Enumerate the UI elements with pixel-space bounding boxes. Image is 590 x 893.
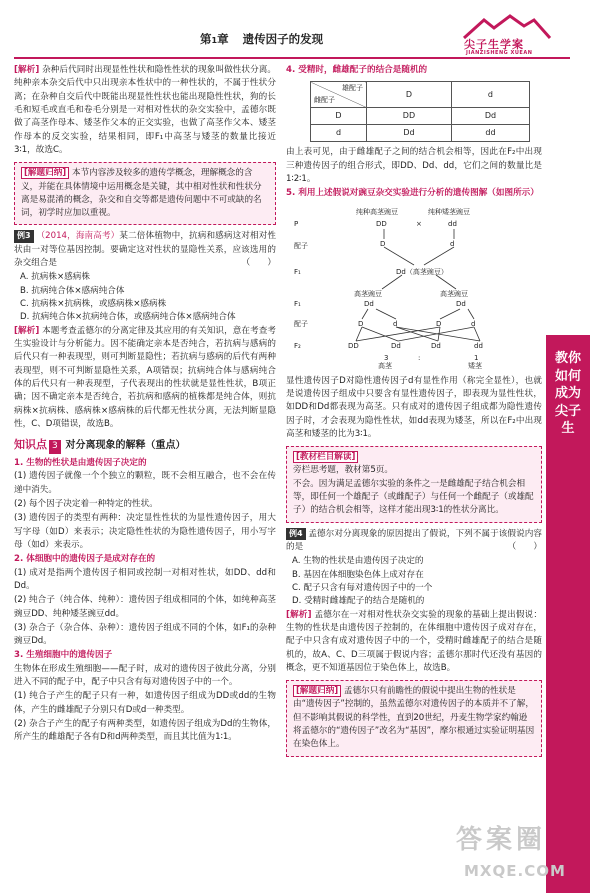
f2-genotype: Dd xyxy=(431,341,441,350)
gamete-label: 配子 xyxy=(294,241,308,250)
ex3-options xyxy=(14,271,276,324)
gamete-1: D xyxy=(380,239,386,248)
watermark-logo: 答案圈 xyxy=(456,825,547,855)
ex4-option-a: A. 生物的性状是由遗传因子决定的 xyxy=(292,556,424,567)
ex4-options xyxy=(286,555,542,608)
punnett-header: D xyxy=(367,82,452,108)
short-label: 矮茎 xyxy=(468,361,482,370)
header-divider xyxy=(14,57,570,59)
ex3-option-d: D. 抗病纯合体×抗病纯合体，或感病纯合体×感病纯合体 xyxy=(20,312,236,323)
watermark xyxy=(456,820,582,886)
f1-cross-label: F₁ xyxy=(294,299,301,308)
section-1-title: 1. 生物的性状是由遗传因子决定的 xyxy=(14,458,147,469)
gamete-f1: d xyxy=(393,319,398,328)
analysis-2: [解析] 本题考查孟德尔的分离定律及其应用的有关知识，意在考查考生实验设计与分析能力。因不能确定亲本是否纯合，若抗病与感病的后代只有一种表现型，则可判断显隐性；若抗病与感病的后代有两种表现型，则不可判断显隐性关系，A项错误；抗病纯合体与感病纯合体的后代只有一种表现型，子代表现出的性状就是显性性状，B项正确；因不确定亲本是否纯合，若抗病和感病的植株都是纯合体，则抗病株×抗病株、感病株×感病株的后代都无性状分离，无法判断显隐性，C、D项错误，故选B。 xyxy=(14,325,276,429)
page-header xyxy=(0,0,590,58)
analysis-3: [解析] 孟德尔在一对相对性状杂交实验的现象的基础上提出假说：生物的性状是由遗传因子控制的，在体细胞中遗传因子成对存在，配子中只含有成对遗传因子中的一个，受精时雌雄配子的结合是随机的，故A、C、D三项属于假说内容；孟德尔那时代还没有基因的概念，更不知道基因位于染色体上，故选B。 xyxy=(286,609,543,673)
textbook-box: [教材栏目解读] 旁栏思考题，教材第5页。 不会。因为满足孟德尔实验的条件之一是雌雄配子结合机会相等，即任何一个雄配子（或雌配子）与任何一个雌配子（或雄配子）的结合机会相等，这样才能出现3∶1的性状分离比。 xyxy=(286,446,542,523)
gamete-2: d xyxy=(450,239,455,248)
section-5-text: 显性遗传因子D对隐性遗传因子d有显性作用（称完全显性），也就是说遗传因子组成中只要含有显性遗传因子，即表现为显性性状，如DD和Dd都表现为高茎。只有成对的遗传因子组成都为隐性遗传因子时，才会表现为隐性性状，如dd表现为矮茎，所以在F₂中出现高茎和矮茎的比为3∶1。 xyxy=(286,375,542,439)
side-band-text: 教你如何成为尖子生 xyxy=(554,351,581,437)
ratio-colon: : xyxy=(418,353,421,362)
f2-genotype: dd xyxy=(474,341,483,350)
brand-logo xyxy=(452,14,562,58)
chapter-title: 第1章 遗传因子的发现 xyxy=(200,32,324,46)
punnett-cell: Dd xyxy=(451,108,529,125)
textbook-sub: 旁栏思考题，教材第5页。 xyxy=(293,465,393,476)
ratio-1: 1 xyxy=(474,353,479,362)
section-3-line: 生物体在形成生殖细胞——配子时，成对的遗传因子彼此分离，分别进入不同的配子中，配子中只含有每对遗传因子中的一个。 xyxy=(14,663,276,688)
f2-genotype: Dd xyxy=(391,341,401,350)
ex3-option-b: B. 抗病纯合体×感病纯合体 xyxy=(20,285,125,296)
punnett-cell: D xyxy=(311,108,367,125)
ex3-option-c: C. 抗病株×抗病株，或感病株×感病株 xyxy=(20,299,167,309)
section-5-title: 5. 利用上述假说对豌豆杂交实验进行分析的遗传图解（如图所示） xyxy=(286,188,539,199)
p2-label: 纯种矮茎豌豆 xyxy=(428,207,470,216)
ex3-option-a: A. 抗病株×感病株 xyxy=(20,272,90,283)
f2-label: F₂ xyxy=(294,341,301,350)
section-2-title: 2. 体细胞中的遗传因子是成对存在的 xyxy=(14,554,156,565)
section-1-line: (2) 每个因子决定着一种特定的性状。 xyxy=(14,499,158,509)
brand-sub: JIANZISHENG XUEAN xyxy=(466,50,533,56)
punnett-cell: Dd xyxy=(367,125,452,142)
watermark-url: MXQE.COM xyxy=(464,862,566,880)
analysis-1: [解析] 杂种后代同时出现显性性状和隐性性状的现象叫做性状分离。纯种亲本杂交后代中只出现亲本性状中的一种性状的，不属于性状分离；在杂种自交后代中既能出现显性性状也能出现隐性性状，狗的长毛和短毛或直毛和卷毛分别是一对相对性状的杂交实验中，孟德尔既做了高茎作母本、矮茎作父本的正交实验，也做了高茎作父本、矮茎作母本的反交实验，结果相同，即F₁中高茎与矮茎的数量比接近3∶1，故选C。 xyxy=(14,65,276,155)
punnett-cell: dd xyxy=(451,125,529,142)
p-label: P xyxy=(294,219,299,228)
section-4-text: 由上表可见，由于雌雄配子之间的结合机会相等，因此在F₂中出现三种遗传因子的组合形式，即DD、Dd、dd，它们之间的数量比是1∶2∶1。 xyxy=(286,147,542,184)
left-column xyxy=(14,64,276,746)
punnett-cell: d xyxy=(311,125,367,142)
section-3-line: (1) 纯合子产生的配子只有一种，如遗传因子组成为DD或dd的生物体，产生的雌雄配子分别只有D或d一种类型。 xyxy=(14,691,276,715)
gamete-f1: d xyxy=(471,319,476,328)
right-column xyxy=(286,64,542,762)
brand-name: 尖子生学案 xyxy=(464,38,524,51)
f1-plant-2: 高茎豌豆 xyxy=(440,289,468,298)
section-2-line: (3) 杂合子（杂合体、杂种）：遗传因子组成不同的个体，如F₁的杂种豌豆Dd。 xyxy=(14,622,276,647)
gamete-label-2: 配子 xyxy=(294,319,308,328)
knowledge-point-heading: 知识点 3 对分离现象的解释（重点） xyxy=(14,436,276,454)
f1-plant-1: 高茎豌豆 xyxy=(354,289,382,298)
section-1-line: (3) 遗传因子的类型有两种：决定显性性状的为显性遗传因子，用大写字母（如D）来表示；决定隐性性状的为隐性遗传因子，用小写字母（如d）来表示。 xyxy=(14,513,276,550)
section-4-title: 4. 受精时，雌雄配子的结合是随机的 xyxy=(286,65,428,75)
example-3: 例3 （2014，海南高考）某二倍体植物中，抗病和感病这对相对性状由一对等位基因控制。要确定这对性状的显隐性关系，应该选用的杂交组合是 （ ） xyxy=(14,231,276,269)
section-3-line: (2) 杂合子产生的配子有两种类型，如遗传因子组成为Dd的生物体，所产生的雌雄配子各有D和d两种类型，而且其比值为1∶1。 xyxy=(14,719,276,743)
ratio-3: 3 xyxy=(384,353,389,362)
cross-symbol: × xyxy=(416,219,422,228)
p1-label: 纯种高茎豌豆 xyxy=(356,207,398,216)
genetic-diagram xyxy=(292,205,532,365)
f2-genotype: DD xyxy=(348,341,359,350)
example-4: 例4 孟德尔对分离现象的原因提出了假说，下列不属于该假说内容的是 （ ） xyxy=(286,528,542,552)
punnett-corner: 雄配子 雌配子 xyxy=(311,82,367,108)
f1-cross-1: Dd xyxy=(364,299,374,308)
p1-genotype: DD xyxy=(376,219,387,228)
f1-label: F₁ xyxy=(294,267,301,276)
diagram-lines xyxy=(292,205,532,365)
ex4-option-b: B. 基因在体细胞染色体上成对存在 xyxy=(292,569,424,580)
punnett-header: d xyxy=(451,82,529,108)
p2-genotype: dd xyxy=(448,219,457,228)
summary-box-1: [解题归纳] 本节内容涉及较多的遗传学概念，理解概念的含义，并能在具体情境中运用概念是关键，其中相对性状和性状分离是易混淆的概念，杂交和自交等都是遗传问题中不可或缺的名词，初学时应加以重视。 xyxy=(14,162,276,225)
ex4-option-c: C. 配子只含有每对遗传因子中的一个 xyxy=(292,582,433,593)
phenotype-row xyxy=(292,363,542,371)
punnett-cell: DD xyxy=(367,108,452,125)
tall-label: 高茎 xyxy=(378,361,392,370)
ex4-option-d: D. 受精时雌雄配子的结合是随机的 xyxy=(292,596,425,607)
section-2-line: (2) 纯合子（纯合体、纯种）：遗传因子组成相同的个体，如纯种高茎豌豆DD、纯种矮茎豌豆dd。 xyxy=(14,595,276,619)
textbook-text: 不会。因为满足孟德尔实验的条件之一是雌雄配子结合机会相等，即任何一个雄配子（或雌配子）与任何一个雌配子（或雄配子）的结合机会相等，这样才能出现3∶1的性状分离比。 xyxy=(293,478,534,516)
punnett-table xyxy=(310,81,530,142)
gamete-f1: D xyxy=(436,319,442,328)
f1-genotype: Dd（高茎豌豆） xyxy=(396,267,448,276)
section-1-line: (1) 遗传因子就像一个个独立的颗粒，既不会相互融合，也不会在传递中消失。 xyxy=(14,471,276,495)
section-2-line: (1) 成对是指两个遗传因子相同或控制一对相对性状，如DD、dd和Dd。 xyxy=(14,567,276,591)
summary-box-2: [解题归纳] 孟德尔只有前瞻性的假说中提出生物的性状是由“遗传因子”控制的，虽然孟德尔对遗传因子的本质并不了解，但不影响其假说的科学性，直到20世纪，丹麦生物学家约翰逊将孟德尔的“遗传因子”改名为“基因”，摩尔根通过实验证明基因在染色体上。 xyxy=(286,680,542,757)
gamete-f1: D xyxy=(358,319,364,328)
section-3-title: 3. 生殖细胞中的遗传因子 xyxy=(14,650,113,661)
f1-cross-2: Dd xyxy=(456,299,466,308)
